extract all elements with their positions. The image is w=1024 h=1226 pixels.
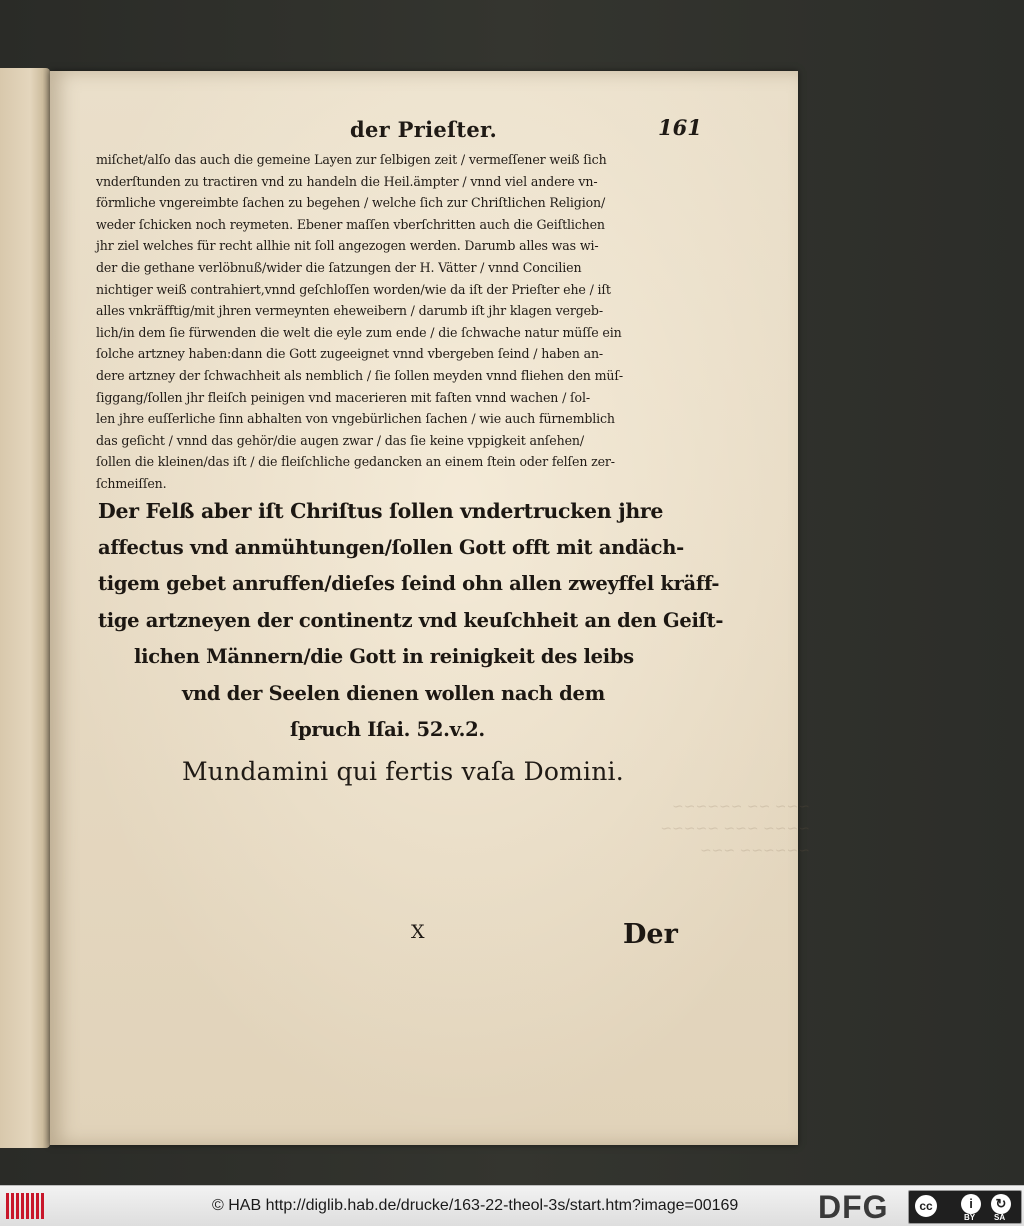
body-line: ſchmeiſſen. xyxy=(96,475,167,491)
passage-line: vnd der Seelen dienen wollen nach dem xyxy=(182,681,605,705)
page-header xyxy=(50,117,700,147)
latin-quotation: Mundamini qui fertis vaſa Domini. xyxy=(182,757,624,786)
emphasized-passage xyxy=(50,493,724,749)
body-line: ſolche artzney haben:dann die Gott zugeeignet vnnd vbergeben ſeind / haben an- xyxy=(96,346,604,362)
body-line: jhr ziel welches für recht allhie nit ſoll angezogen werden. Darumb alles was wi- xyxy=(96,238,599,254)
person-icon: i xyxy=(961,1194,981,1214)
passage-line: affectus vnd anmühtungen/ſollen Gott offt mit andäch- xyxy=(98,535,684,559)
signature-mark: X xyxy=(411,921,425,943)
body-text xyxy=(96,149,686,495)
by-label: BY xyxy=(964,1213,976,1222)
body-line: lich/in dem ſie fürwenden die welt die eyle zum ende / die ſchwache natur müſſe ein xyxy=(96,324,622,340)
passage-line: tigem gebet anruffen/dieſes ſeind ohn allen zweyffel kräff- xyxy=(98,572,720,595)
passage-line: ſpruch Iſai. 52.v.2. xyxy=(290,718,485,741)
body-line: das geſicht / vnnd das gehör/die augen zwar / das ſie keine vppigkeit anſehen/ xyxy=(96,432,584,448)
page-number: 161 xyxy=(658,115,702,140)
show-through-text: ~~~ ~~ ~~~~~~ ~~~~ ~~~ ~~~~~ ~~~~~~ ~~~ xyxy=(660,799,810,859)
cc-license-badge[interactable] xyxy=(908,1190,1022,1224)
hab-logo-icon[interactable] xyxy=(6,1193,46,1219)
copyright-link[interactable]: © HAB http://diglib.hab.de/drucke/163-22-theol-3s/start.htm?image=00169 xyxy=(212,1197,739,1214)
body-line: ſollen die kleinen/das iſt / die fleiſchliche gedancken an einem ſtein oder felſen zer- xyxy=(96,454,615,470)
dfg-logo[interactable]: DFG xyxy=(818,1189,889,1225)
body-line: len jhre euſſerliche ſinn abhalten von vngebürlichen ſachen / wie auch fürnemblich xyxy=(96,411,615,427)
catchword: Der xyxy=(623,919,678,950)
body-line: ſiggang/ſollen jhr fleiſch peinigen vnd macerieren mit faſten vnnd wachen / ſol- xyxy=(96,389,590,405)
running-head: der Prieſter. xyxy=(350,117,498,142)
passage-line: Der Felß aber iſt Chriſtus ſollen vndertrucken jhre xyxy=(98,499,664,523)
body-line: alles vnkräfftig/mit jhren vermeynten eheweibern / darumb iſt jhr klagen vergeb- xyxy=(96,303,603,319)
body-line: förmliche vngereimbte ſachen zu begehen / welche ſich zur Chriſtlichen Religion/ xyxy=(96,195,606,211)
body-line: der die gethane verlöbnuß/wider die ſatzungen der H. Vätter / vnnd Concilien xyxy=(96,259,582,275)
sa-label: SA xyxy=(994,1213,1006,1222)
body-line: miſchet/alſo das auch die gemeine Layen zur ſelbigen zeit / vermeſſener weiß ſich xyxy=(96,152,607,167)
body-line: nichtiger weiß contrahiert,vnnd geſchloſſen worden/wie da iſt der Prieſter ehe / iſt xyxy=(96,281,611,297)
passage-line: lichen Männern/die Gott in reinigkeit des leibs xyxy=(134,645,634,668)
body-line: vnderſtunden zu tractiren vnd zu handeln die Heil.ämpter / vnnd viel andere vn- xyxy=(96,173,598,189)
previous-page-edge xyxy=(0,68,50,1148)
scanned-page xyxy=(50,71,810,1145)
body-line: dere artzney der ſchwachheit als nemblich / ſie ſollen meyden vnnd fliehen den müſ- xyxy=(96,367,623,383)
passage-line: tige artzneyen der continentz vnd keuſchheit an den Geiſt- xyxy=(98,608,724,632)
cc-icon: cc xyxy=(913,1193,939,1219)
footer-bar xyxy=(0,1185,1024,1226)
body-line: weder ſchicken noch reymeten. Ebener maſſen vberſchritten auch die Geiſtlichen xyxy=(96,216,605,232)
share-alike-icon: ↻ xyxy=(991,1194,1011,1214)
